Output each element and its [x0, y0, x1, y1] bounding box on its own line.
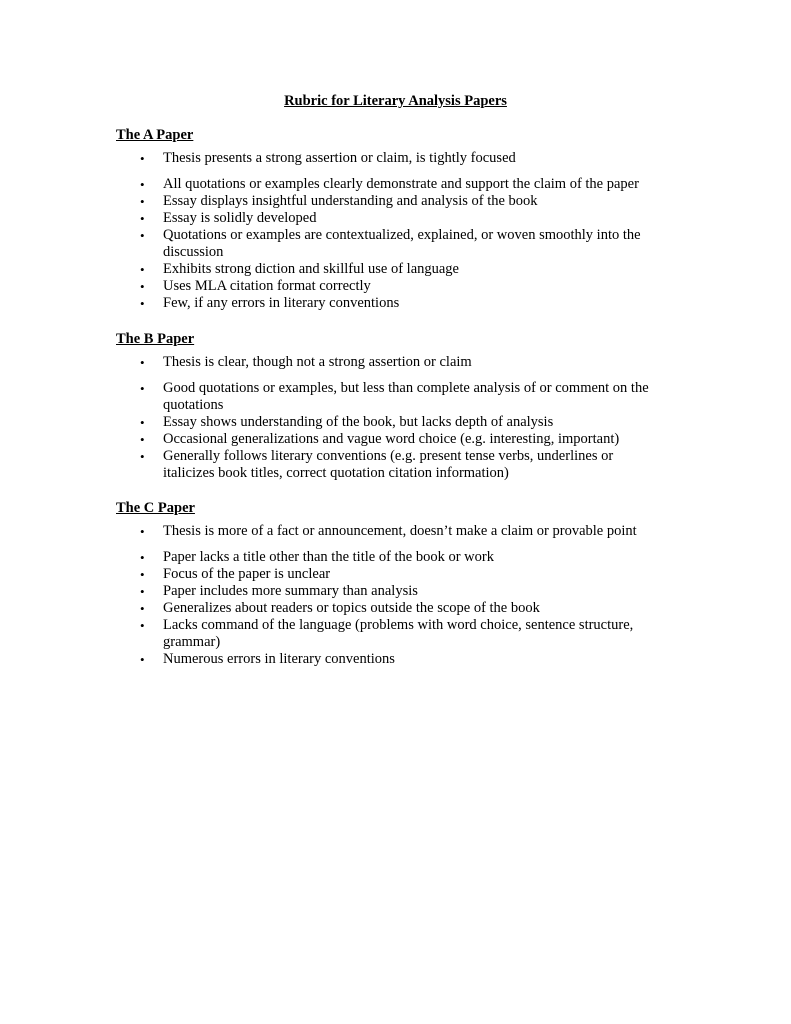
bullet-icon: •	[140, 262, 145, 277]
bullet-icon: •	[140, 524, 145, 539]
list-item-text: Exhibits strong diction and skillful use of language	[163, 261, 459, 277]
bullet-icon: •	[140, 296, 145, 311]
bullet-icon: •	[140, 567, 145, 582]
list-item-text: Numerous errors in literary conventions	[163, 651, 395, 667]
section-heading: The A Paper	[116, 127, 194, 143]
list-item-text: All quotations or examples clearly demonstrate and support the claim of the paper	[163, 176, 639, 192]
list-item-text: Paper lacks a title other than the title of the book or work	[163, 549, 494, 565]
list-item-text: Few, if any errors in literary conventions	[163, 295, 400, 311]
list-item-text: Good quotations or examples, but less than complete analysis of or comment on the quotations	[163, 380, 649, 413]
bullet-icon: •	[140, 415, 145, 430]
list-item-text: Paper includes more summary than analysis	[163, 583, 418, 599]
bullet-icon: •	[140, 279, 145, 294]
list-item	[116, 583, 663, 600]
section-a-paper	[116, 126, 676, 312]
bullet-icon: •	[140, 228, 145, 243]
list-item-text: Generally follows literary conventions (e.g. present tense verbs, underlines or italicizes book titles, correct quotation citation information)	[163, 448, 614, 481]
list-item	[116, 380, 663, 414]
bullet-icon: •	[140, 432, 145, 447]
list-item-text: Lacks command of the language (problems with word choice, sentence structure, grammar)	[163, 617, 634, 650]
list-item-text: Focus of the paper is unclear	[163, 566, 331, 582]
bullet-icon: •	[140, 355, 145, 370]
bullet-icon: •	[140, 618, 145, 633]
list-item	[116, 278, 663, 295]
section-b-paper	[116, 330, 676, 482]
list-item	[116, 210, 663, 227]
list-item	[116, 414, 663, 431]
list-item	[116, 176, 663, 193]
list-item-text: Essay displays insightful understanding and analysis of the book	[163, 193, 538, 209]
list-item-text: Generalizes about readers or topics outside the scope of the book	[163, 600, 540, 616]
bullet-icon: •	[140, 381, 145, 396]
bullet-icon: •	[140, 550, 145, 565]
list-item	[116, 549, 663, 566]
bullet-list	[116, 523, 676, 668]
list-item	[116, 193, 663, 210]
list-item	[116, 431, 663, 448]
bullet-list	[116, 354, 676, 482]
list-item-text: Essay is solidly developed	[163, 210, 317, 226]
list-item	[116, 651, 663, 668]
document-title: Rubric for Literary Analysis Papers	[284, 93, 507, 109]
list-item	[116, 295, 663, 312]
list-item	[116, 354, 663, 371]
list-item	[116, 600, 663, 617]
list-item-text: Occasional generalizations and vague word choice (e.g. interesting, important)	[163, 431, 620, 447]
section-c-paper	[116, 499, 676, 668]
bullet-icon: •	[140, 449, 145, 464]
bullet-icon: •	[140, 601, 145, 616]
list-item	[116, 227, 663, 261]
list-item-text: Thesis is clear, though not a strong assertion or claim	[163, 354, 472, 370]
list-item-text: Thesis presents a strong assertion or claim, is tightly focused	[163, 150, 516, 166]
list-item-text: Uses MLA citation format correctly	[163, 278, 371, 294]
bullet-icon: •	[140, 194, 145, 209]
list-item	[116, 566, 663, 583]
list-item	[116, 523, 663, 540]
bullet-icon: •	[140, 151, 145, 166]
list-item	[116, 261, 663, 278]
section-heading: The B Paper	[116, 331, 195, 347]
list-item-text: Thesis is more of a fact or announcement, doesn’t make a claim or provable point	[163, 523, 637, 539]
bullet-icon: •	[140, 584, 145, 599]
list-item	[116, 448, 663, 482]
list-item	[116, 617, 663, 651]
bullet-icon: •	[140, 652, 145, 667]
list-item	[116, 150, 663, 167]
bullet-icon: •	[140, 211, 145, 226]
bullet-icon: •	[140, 177, 145, 192]
list-item-text: Quotations or examples are contextualized, explained, or woven smoothly into the discussion	[163, 227, 641, 260]
bullet-list	[116, 150, 676, 312]
list-item-text: Essay shows understanding of the book, but lacks depth of analysis	[163, 414, 554, 430]
section-heading: The C Paper	[116, 500, 195, 516]
